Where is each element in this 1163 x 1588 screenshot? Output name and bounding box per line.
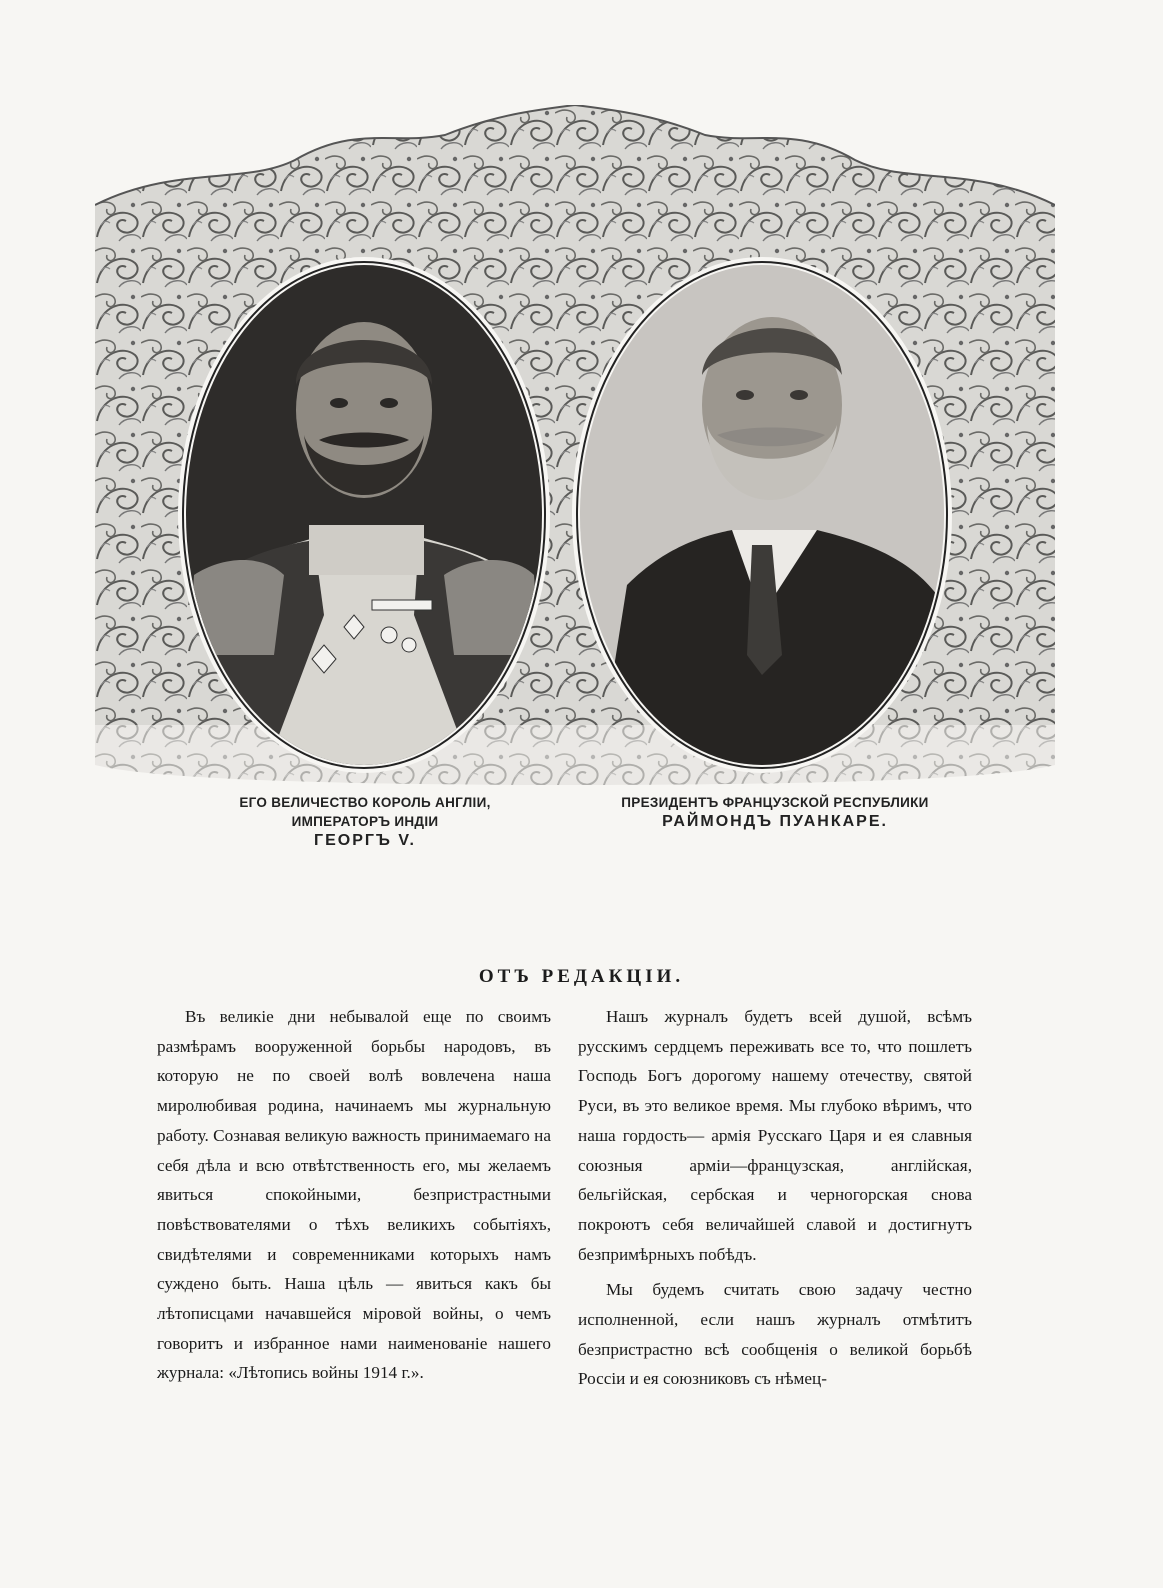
article-paragraph: Мы будемъ считать свою задачу честно исполненной, если нашъ журналъ отмѣтитъ безпристрастно всѣ сообщенія о великой борьбѣ Россіи и ея союзниковъ съ нѣмец- bbox=[578, 1280, 972, 1389]
king-george-photo bbox=[174, 255, 554, 775]
caption-left-title: ЕГО ВЕЛИЧЕСТВО КОРОЛЬ АНГЛІИ, bbox=[239, 795, 491, 810]
caption-right-name: РАЙМОНДЪ ПУАНКАРЕ. bbox=[662, 813, 888, 830]
article-heading: ОТЪ РЕДАКЦІИ. bbox=[478, 966, 685, 987]
article-right-column bbox=[578, 1002, 972, 1394]
caption-left-name: ГЕОРГЪ V. bbox=[314, 832, 416, 849]
portrait-king-george bbox=[174, 255, 554, 775]
article-left-column bbox=[157, 1002, 551, 1388]
caption-king-george bbox=[200, 793, 530, 850]
poincare-photo bbox=[567, 255, 957, 775]
caption-poincare bbox=[590, 793, 960, 831]
article-paragraph: Нашъ журналъ будетъ всей душой, всѣмъ русскимъ сердцемъ переживать все то, что пошлетъ Господь Богъ дорогому нашему отечеству, святой Руси, въ это великое время. Мы глубоко вѣримъ, что наша гордость— армія Русскаго Царя и ея славныя союзныя арміи—французская, англійская, бельгійская, сербская и черногорская снова покроютъ себя величайшей славой и достигнутъ безпримѣрныхъ побѣдъ. bbox=[578, 1007, 972, 1264]
portrait-raymond-poincare bbox=[567, 255, 957, 775]
caption-right-title: ПРЕЗИДЕНТЪ ФРАНЦУЗСКОЙ РЕСПУБЛИКИ bbox=[621, 795, 929, 810]
caption-left-subtitle: ИМПЕРАТОРЪ ИНДІИ bbox=[291, 814, 439, 829]
article-paragraph: Въ великіе дни небывалой еще по своимъ размѣрамъ вооруженной борьбы народовъ, въ которую не по своей волѣ вовлечена наша миролюбивая родина, начинаемъ мы журнальную работу. Сознавая великую важность принимаемаго на себя дѣла и всю отвѣтственность его, мы желаемъ явиться спокойными, безпристрастными повѣствователями о тѣхъ великихъ событіяхъ, свидѣтелями и современниками которыхъ намъ суждено быть. Наша цѣль — явиться какъ бы лѣтописцами начавшейся міровой войны, о чемъ говоритъ и избранное нами наименованіе нашего журнала: «Лѣтопись войны 1914 г.». bbox=[157, 1007, 551, 1383]
